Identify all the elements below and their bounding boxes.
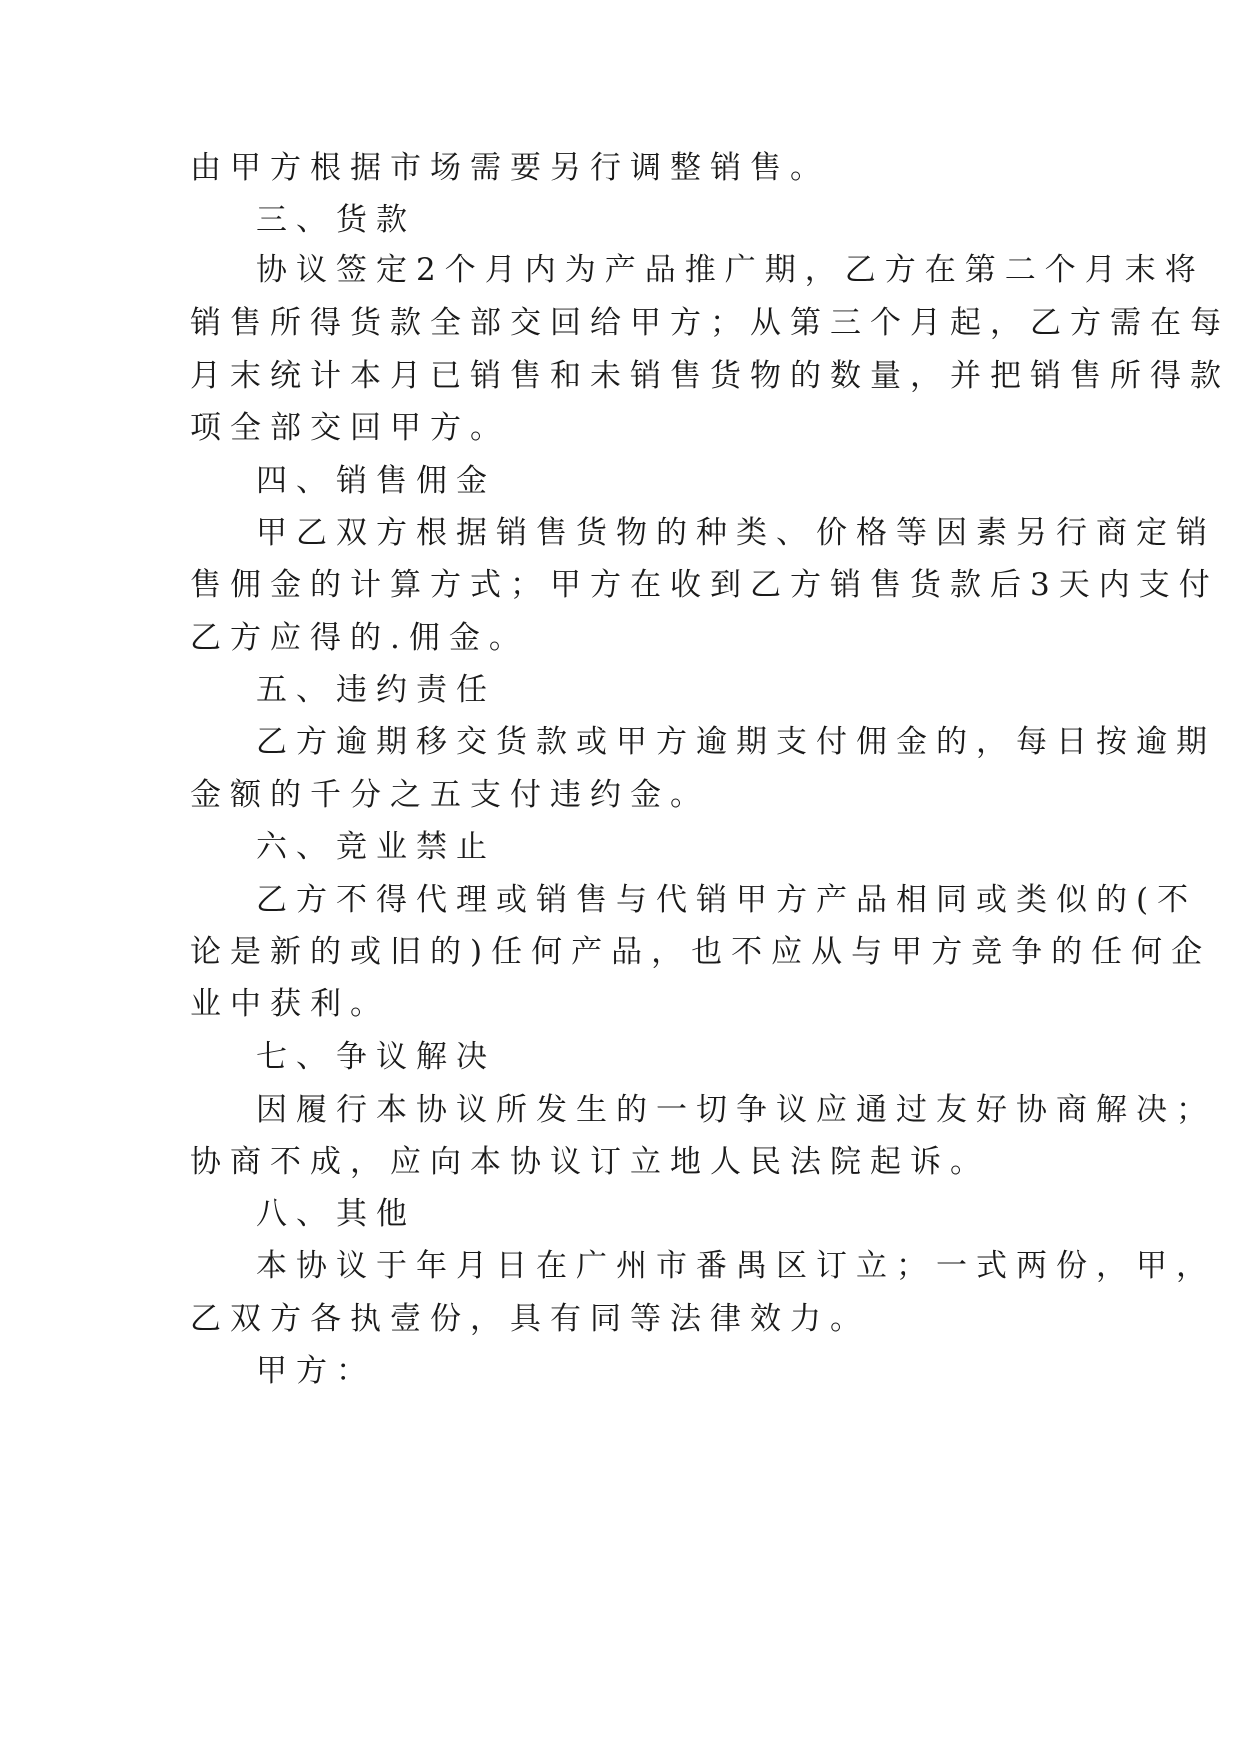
section-heading: 七、争议解决 <box>256 1039 496 1075</box>
text-line: 销售所得货款全部交回给甲方；从第三个月起，乙方需在每 <box>190 305 1230 341</box>
section-heading: 八、其他 <box>256 1196 416 1232</box>
text-line: 项全部交回甲方。 <box>190 410 510 446</box>
text-line: 乙方逾期移交货款或甲方逾期支付佣金的，每日按逾期 <box>256 724 1216 760</box>
text-line: 乙方不得代理或销售与代销甲方产品相同或类似的(不 <box>256 882 1198 918</box>
text-line: 协商不成，应向本协议订立地人民法院起诉。 <box>190 1144 990 1180</box>
section-heading: 五、违约责任 <box>256 672 496 708</box>
section-heading: 四、销售佣金 <box>256 463 496 499</box>
text-line: 乙双方各执壹份，具有同等法律效力。 <box>190 1301 870 1337</box>
text-line: 本协议于年月日在广州市番禺区订立；一式两份，甲， <box>256 1248 1216 1284</box>
section-heading: 三、货款 <box>256 202 416 238</box>
text-line: 乙方应得的.佣金。 <box>190 620 529 656</box>
text-line: 甲乙双方根据销售货物的种类、价格等因素另行商定销 <box>256 515 1216 551</box>
text-line: 因履行本协议所发生的一切争议应通过友好协商解决； <box>256 1092 1216 1128</box>
text-line: 金额的千分之五支付违约金。 <box>190 777 710 813</box>
text-line: 协议签定2个月内为产品推广期，乙方在第二个月末将 <box>256 252 1205 288</box>
text-line: 业中获利。 <box>190 986 390 1022</box>
text-line: 论是新的或旧的)任何产品，也不应从与甲方竞争的任何企 <box>190 934 1212 970</box>
signature-label: 甲方： <box>256 1353 376 1389</box>
text-line: 月末统计本月已销售和未销售货物的数量，并把销售所得款 <box>190 358 1230 394</box>
text-line: 由甲方根据市场需要另行调整销售。 <box>190 150 830 186</box>
text-line: 售佣金的计算方式；甲方在收到乙方销售货款后3天内支付 <box>190 567 1219 603</box>
section-heading: 六、竞业禁止 <box>256 829 496 865</box>
